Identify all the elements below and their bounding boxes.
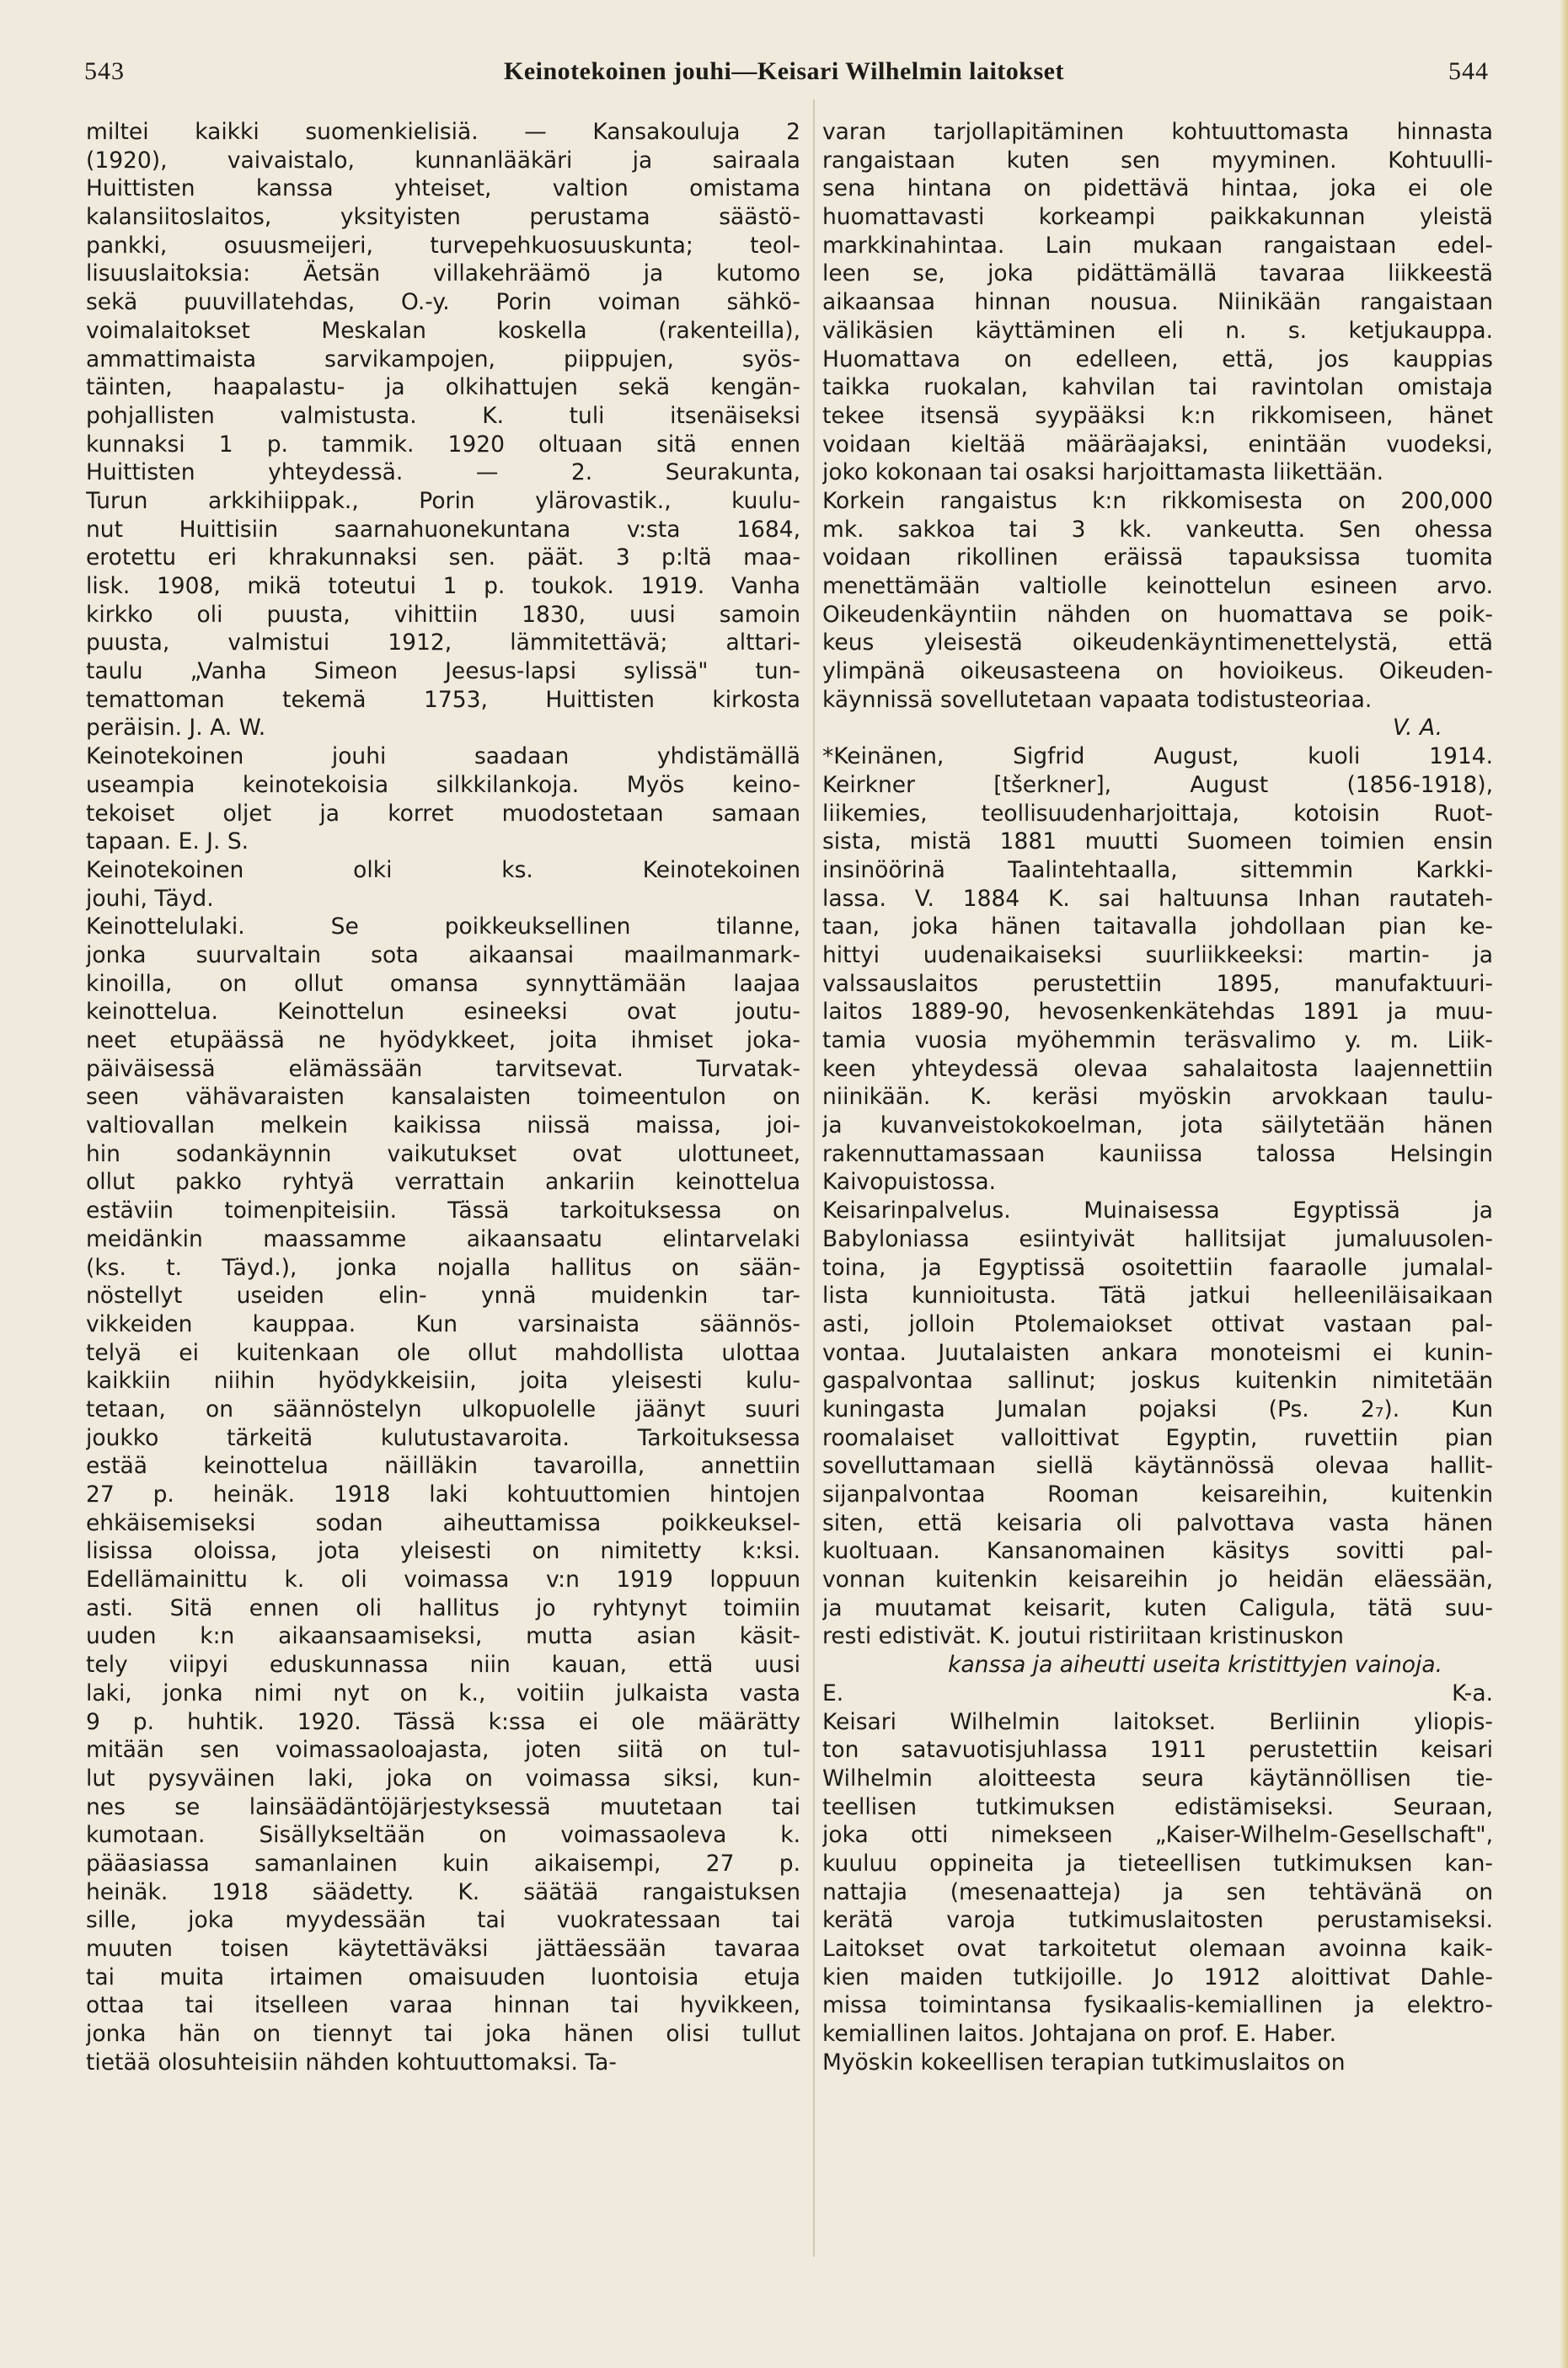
text-line: Myöskin kokeellisen terapian tutkimuslaitos on <box>822 2049 1346 2076</box>
text-line: nes se lainsäädäntöjärjestyksessä muutetaan tai <box>86 1793 800 1820</box>
text-line: Edellämainittu k. oli voimassa v:n 1919 loppuun <box>86 1567 800 1594</box>
text-line: peräisin. J. A. W. <box>86 715 266 742</box>
text-line: tetaan, on säännöstelyn ulkopuolelle jäänyt suuri <box>86 1396 800 1422</box>
text-line: estää keinottelua näilläkin tavaroilla, annettiin <box>86 1453 800 1480</box>
text-line: ammattimaista sarvikampojen, piippujen, syös- <box>86 346 800 372</box>
text-line: Korkein rangaistus k:n rikkomisesta on 200,000 <box>822 487 1493 514</box>
text-line: *Keinänen, Sigfrid August, kuoli 1914. <box>822 743 1493 770</box>
text-line: varan tarjollapitäminen kohtuuttomasta hinnasta <box>822 119 1493 145</box>
column-divider <box>813 99 815 2257</box>
text-line: teellisen tutkimuksen edistämiseksi. Seuraan, <box>822 1793 1493 1820</box>
text-line: ja kuvanveistokokoelman, jota säilytetään hänen <box>822 1112 1493 1139</box>
text-line: tekoiset oljet ja korret muodostetaan samaan <box>86 800 800 827</box>
text-line: joukko tärkeitä kulutustavaroita. Tarkoituksessa <box>86 1424 800 1451</box>
text-line: pankki, osuusmeijeri, turvepehkuosuuskunta; teol- <box>86 232 800 259</box>
text-line: Keinotekoinen jouhi saadaan yhdistämällä <box>86 743 800 770</box>
text-line: rakennuttamassaan kauniissa talossa Helsingin <box>822 1140 1493 1167</box>
text-line: lut pysyväinen laki, joka on voimassa siksi, kun- <box>86 1765 800 1792</box>
text-line: kirkko oli puusta, vihittiin 1830, uusi samoin <box>86 601 800 628</box>
text-line: heinäk. 1918 säädetty. K. säätää rangaistuksen <box>86 1878 800 1905</box>
text-line: vonnan kuitenkin keisareihin jo heidän eläessään, <box>822 1567 1493 1594</box>
text-line: Huittisten yhteydessä. — 2. Seurakunta, <box>86 459 800 486</box>
text-line: liikemies, teollisuudenharjoittaja, kotoisin Ruot- <box>822 800 1493 827</box>
text-line: roomalaiset valloittivat Egyptin, ruvettiin pian <box>822 1424 1493 1451</box>
text-line: hittyi uudenaikaiseksi suurliikkeeksi: martin- ja <box>822 941 1493 968</box>
text-line: leen se, joka pidättämällä tavaraa liikkeestä <box>822 260 1493 287</box>
text-line: Keisari Wilhelmin laitokset. Berliinin yliopis- <box>822 1708 1493 1735</box>
text-line: tekee itsensä syypääksi k:n rikkomiseen, hänet <box>822 402 1493 429</box>
text-line: lisuuslaitoksia: Äetsän villakehräämö ja kutomo <box>86 260 800 287</box>
text-line: uuden k:n aikaansaamiseksi, mutta asian käsit- <box>86 1623 800 1650</box>
text-line: kuoltuaan. Kansanomainen käsitys sovitti pal- <box>822 1538 1493 1565</box>
text-line: tely viipyi eduskunnassa niin kauan, että uusi <box>86 1652 800 1679</box>
running-title: Keinotekoinen jouhi—Keisari Wilhelmin laitokset <box>504 57 1064 85</box>
page-header <box>0 57 1568 94</box>
text-line: ollut pakko ryhtyä verrattain ankariin keinottelua <box>86 1169 800 1196</box>
text-line: sille, joka myydessään tai vuokratessaan tai <box>86 1907 800 1934</box>
text-line: jonka hän on tiennyt tai joka hänen olisi tullut <box>86 2021 800 2048</box>
text-line: nut Huittisiin saarnahuonekuntana v:sta 1684, <box>86 516 800 543</box>
text-line: meidänkin maassamme aikaansaatu elintarvelaki <box>86 1225 800 1252</box>
text-line: Wilhelmin aloitteesta seura käytännöllisen tie- <box>822 1765 1493 1792</box>
text-line: pääasiassa samanlainen kuin aikaisempi, 27 p. <box>86 1850 800 1877</box>
text-line: kemiallinen laitos. Johtajana on prof. E. Haber. <box>822 2021 1337 2048</box>
text-line: taan, joka hänen taitavalla johdollaan pian ke- <box>822 913 1493 940</box>
page-edge <box>1560 0 1568 2368</box>
text-line: rangaistaan kuten sen myyminen. Kohtuulli- <box>822 147 1493 174</box>
text-line: nöstellyt useiden elin- ynnä muidenkin tar- <box>86 1283 800 1310</box>
right-column <box>822 118 1493 2076</box>
text-line: Huittisten kanssa yhteiset, valtion omistama <box>86 175 800 202</box>
text-line: kerätä varoja tutkimuslaitosten perustamiseksi. <box>822 1907 1493 1934</box>
text-line: sekä puuvillatehdas, O.-y. Porin voiman sähkö- <box>86 289 800 316</box>
text-line: kumotaan. Sisällykseltään on voimassaoleva k. <box>86 1822 800 1849</box>
text-line: resti edistivät. K. joutui ristiriitaan kristinuskon <box>822 1623 1344 1650</box>
text-line: Keinotekoinen olki ks. Keinotekoinen <box>86 856 800 883</box>
text-line: lista kunnioitusta. Tätä jatkui helleeniläisaikaan <box>822 1283 1493 1310</box>
text-line: nattajia (mesenaatteja) ja sen tehtävänä on <box>822 1878 1493 1905</box>
text-line: vikkeiden kauppaa. Kun varsinaista säännös- <box>86 1310 800 1337</box>
text-line: jonka suurvaltain sota aikaansai maailmanmark- <box>86 941 800 968</box>
text-line: laitos 1889-90, hevosenkenkätehdas 1891 ja muu- <box>822 999 1493 1026</box>
text-line: huomattavasti korkeampi paikkakunnan yleistä <box>822 204 1493 231</box>
text-line: voimalaitokset Meskalan koskella (rakenteilla), <box>86 317 800 344</box>
text-line: hin sodankäynnin vaikutukset ovat ulottuneet, <box>86 1140 800 1167</box>
text-line: vontaa. Juutalaisten ankara monoteismi ei kunin- <box>822 1339 1493 1366</box>
text-line: mk. sakkoa tai 3 kk. vankeutta. Sen ohessa <box>822 516 1493 543</box>
text-line: joka otti nimekseen „Kaiser-Wilhelm-Gesellschaft", <box>822 1822 1493 1849</box>
text-line: E. K-a. <box>822 1680 1493 1706</box>
text-line: markkinahintaa. Lain mukaan rangaistaan edel- <box>822 232 1493 259</box>
text-line: kinoilla, on ollut omansa synnyttämään laajaa <box>86 970 800 997</box>
text-line: kien maiden tutkijoille. Jo 1912 aloittivat Dahle- <box>822 1964 1493 1990</box>
text-line: lisk. 1908, mikä toteutui 1 p. toukok. 1919. Vanha <box>86 573 800 599</box>
text-line: missa toimintansa fysikaalis-kemiallinen ja elektro- <box>822 1992 1493 2019</box>
text-line: laki, jonka nimi nyt on k., voitiin julkaista vasta <box>86 1680 800 1706</box>
text-line: asti, jolloin Ptolemaiokset ottivat vastaan pal- <box>822 1310 1493 1337</box>
text-line: lisissa oloissa, jota yleisesti on nimitetty k:ksi. <box>86 1538 800 1565</box>
text-line: ja muutamat keisarit, kuten Caligula, tätä suu- <box>822 1594 1493 1621</box>
text-line: kunnaksi 1 p. tammik. 1920 oltuaan sitä ennen <box>86 431 800 458</box>
text-line: erotettu eri khrakunnaksi sen. päät. 3 p:ltä maa- <box>86 544 800 571</box>
text-line: taulu „Vanha Simeon Jeesus-lapsi sylissä" tun- <box>86 658 800 685</box>
text-line: toina, ja Egyptissä osoitettiin faaraolle jumalal- <box>822 1254 1493 1281</box>
text-line: taikka ruokalan, kahvilan tai ravintolan omistaja <box>822 374 1493 401</box>
text-line: välikäsien käyttäminen eli n. s. ketjukauppa. <box>822 317 1493 344</box>
text-line: valtiovallan melkein kaikissa niissä maissa, joi- <box>86 1112 800 1139</box>
text-line: Keinottelulaki. Se poikkeuksellinen tilanne, <box>86 913 800 940</box>
text-line: 27 p. heinäk. 1918 laki kohtuuttomien hintojen <box>86 1481 800 1508</box>
text-line: valssauslaitos perustettiin 1895, manufaktuuri- <box>822 970 1493 997</box>
text-line: sista, mistä 1881 muutti Suomeen toimien ensin <box>822 828 1493 855</box>
text-line: ton satavuotisjuhlassa 1911 perustettiin keisari <box>822 1737 1493 1764</box>
text-line: puusta, valmistui 1912, lämmitettävä; alttari- <box>86 630 800 656</box>
text-line: niinikään. K. keräsi myöskin arvokkaan taulu- <box>822 1084 1493 1111</box>
text-line: estäviin toimenpiteisiin. Tässä tarkoituksessa on <box>86 1197 800 1224</box>
text-line: menettämään valtiolle keinottelun esineen arvo. <box>822 573 1493 599</box>
text-line: sovelluttamaan siellä käytännössä olevaa hallit- <box>822 1453 1493 1480</box>
text-line: temattoman tekemä 1753, Huittisten kirkosta <box>86 686 800 713</box>
text-line: jouhi, Täyd. <box>86 885 214 912</box>
text-line: käynnissä sovellutetaan vapaata todistusteoriaa. <box>822 686 1373 713</box>
text-line: asti. Sitä ennen oli hallitus jo ryhtynyt toimiin <box>86 1594 800 1621</box>
text-line: voidaan kieltää määräajaksi, enintään vuodeksi, <box>822 431 1493 458</box>
page-number-right: 544 <box>1448 57 1489 85</box>
text-line: V. A. <box>1393 715 1442 742</box>
page-number-left: 543 <box>84 57 125 85</box>
text-line: Laitokset ovat tarkoitetut olemaan avoinna kaik- <box>822 1936 1493 1962</box>
text-line: (ks. t. Täyd.), jonka nojalla hallitus on sään- <box>86 1254 800 1281</box>
text-line: muuten toisen käytettäväksi jättäessään tavaraa <box>86 1936 800 1962</box>
text-line: kalansiitoslaitos, yksityisten perustama säästö- <box>86 204 800 231</box>
text-line: ylimpänä oikeusasteena on hovioikeus. Oikeuden- <box>822 658 1493 685</box>
text-line: Keisarinpalvelus. Muinaisessa Egyptissä ja <box>822 1197 1493 1224</box>
text-line: tamia vuosia myöhemmin teräsvalimo y. m. Liik- <box>822 1027 1493 1053</box>
text-line: joko kokonaan tai osaksi harjoittamasta liikettään. <box>822 459 1384 486</box>
text-line: seen vähävaraisten kansalaisten toimeentulon on <box>86 1084 800 1111</box>
text-line: telyä ei kuitenkaan ole ollut mahdollista ulottaa <box>86 1339 800 1366</box>
text-line: ottaa tai itselleen varaa hinnan tai hyvikkeen, <box>86 1992 800 2019</box>
text-line: siten, että keisaria oli palvottava vasta hänen <box>822 1509 1493 1536</box>
text-line: (1920), vaivaistalo, kunnanlääkäri ja sairaala <box>86 147 800 174</box>
text-line: tietää olosuhteisiin nähden kohtuuttomaksi. Ta- <box>86 2049 617 2076</box>
text-line: voidaan rikollinen eräissä tapauksissa tuomita <box>822 544 1493 571</box>
text-line: keen yhteydessä olevaa sahalaitosta laajennettiin <box>822 1055 1493 1082</box>
text-line: päiväisessä elämässään tarvitsevat. Turvatak- <box>86 1055 800 1082</box>
text-line: keinottelua. Keinottelun esineeksi ovat joutu- <box>86 999 800 1026</box>
text-line: pohjallisten valmistusta. K. tuli itsenäiseksi <box>86 402 800 429</box>
text-line: kuningasta Jumalan pojaksi (Ps. 2₇). Kun <box>822 1396 1493 1422</box>
text-line: Turun arkkihiippak., Porin ylärovastik., kuulu- <box>86 487 800 514</box>
text-line: sijanpalvontaa Rooman keisareihin, kuitenkin <box>822 1481 1493 1508</box>
text-line: Babyloniassa esiintyivät hallitsijat jumaluusolen- <box>822 1225 1493 1252</box>
text-line: Huomattava on edelleen, että, jos kauppias <box>822 346 1493 372</box>
text-line: lassa. V. 1884 K. sai haltuunsa Inhan rautateh- <box>822 885 1493 912</box>
text-line: Kaivopuistossa. <box>822 1169 997 1196</box>
text-line: neet etupäässä ne hyödykkeet, joita ihmiset joka- <box>86 1027 800 1053</box>
text-line: sena hintana on pidettävä hintaa, joka ei ole <box>822 175 1493 202</box>
text-line: kuuluu oppineita ja tieteellisen tutkimuksen kan- <box>822 1850 1493 1877</box>
text-line: insinöörinä Taalintehtaalla, sittemmin Karkki- <box>822 856 1493 883</box>
text-line: gaspalvontaa sallinut; joskus kuitenkin nimitetään <box>822 1368 1493 1395</box>
text-line: Keirkner [tšerkner], August (1856-1918), <box>822 771 1493 798</box>
text-line: miltei kaikki suomenkielisiä. — Kansakouluja 2 <box>86 119 800 145</box>
text-line: aikaansaa hinnan nousua. Niinikään rangaistaan <box>822 289 1493 316</box>
left-column <box>86 118 800 2076</box>
text-line: 9 p. huhtik. 1920. Tässä k:ssa ei ole määrätty <box>86 1708 800 1735</box>
text-line: mitään sen voimassaoloajasta, joten siitä on tul- <box>86 1737 800 1764</box>
text-line: kaikkiin niihin hyödykkeisiin, joita yleisesti kulu- <box>86 1368 800 1395</box>
text-line: ehkäisemiseksi sodan aiheuttamissa poikkeuksel- <box>86 1509 800 1536</box>
text-line: täinten, haapalastu- ja olkihattujen sekä kengän- <box>86 374 800 401</box>
text-line: tapaan. E. J. S. <box>86 828 249 855</box>
text-line: kanssa ja aiheutti useita kristittyjen vainoja. <box>948 1652 1442 1679</box>
text-line: tai muita irtaimen omaisuuden luontoisia etuja <box>86 1964 800 1990</box>
text-line: keus yleisestä oikeudenkäyntimenettelystä, että <box>822 630 1493 656</box>
text-line: useampia keinotekoisia silkkilankoja. Myös keino- <box>86 771 800 798</box>
text-line: Oikeudenkäyntiin nähden on huomattava se poik- <box>822 601 1493 628</box>
